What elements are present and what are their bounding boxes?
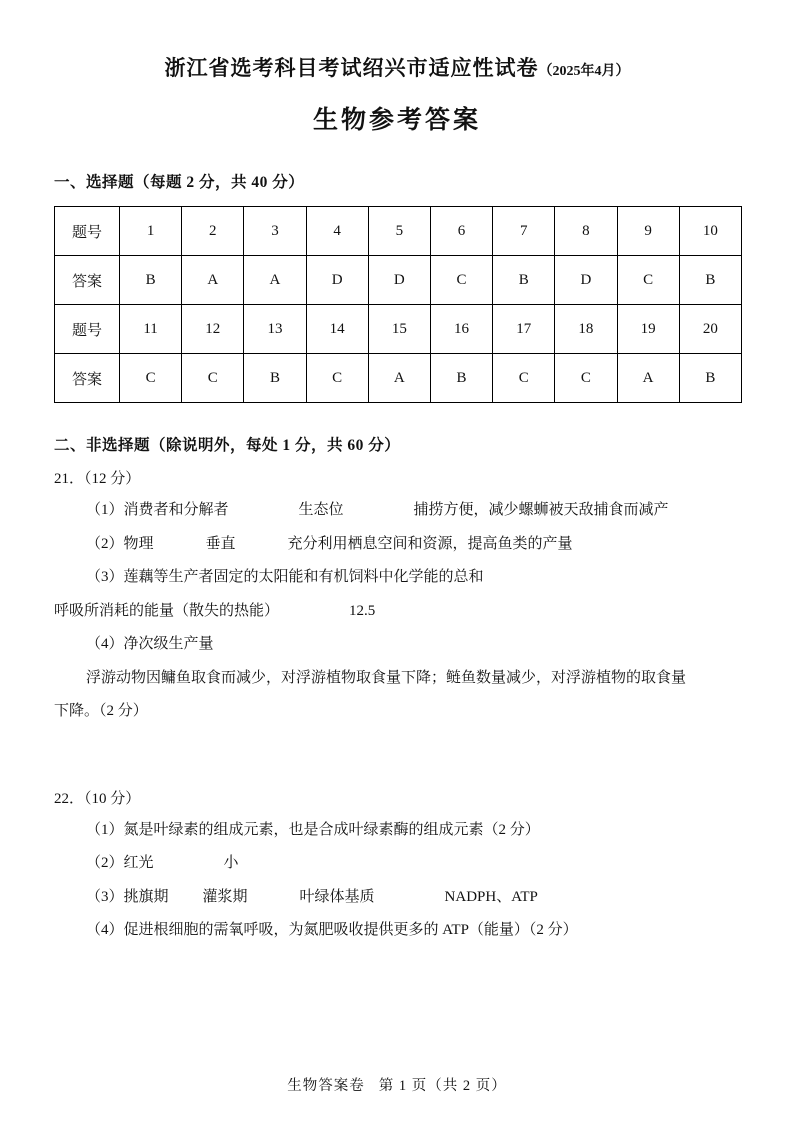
- answer-cell: C: [120, 354, 182, 403]
- question-22-item-1: （1）氮是叶绿素的组成元素，也是合成叶绿素酶的组成元素（2 分）: [86, 821, 540, 838]
- answer-key-table: [54, 206, 742, 403]
- question-number-cell: 4: [306, 207, 368, 256]
- table-row: [55, 305, 742, 354]
- question-number-cell: 6: [430, 207, 492, 256]
- answer-cell: A: [182, 256, 244, 305]
- answer-cell: C: [306, 354, 368, 403]
- row-label-question-2: 题号: [55, 305, 120, 354]
- answer-cell: B: [493, 256, 555, 305]
- answer-cell: D: [555, 256, 617, 305]
- table-row: [55, 354, 742, 403]
- answer-cell: B: [244, 354, 306, 403]
- question-number-cell: 1: [120, 207, 182, 256]
- question-21-explanation-line-2: 下降。（2 分）: [54, 703, 148, 719]
- q22-3-part-a: （3）挑旗期: [86, 888, 169, 905]
- q22-3-part-c: 叶绿体基质: [299, 888, 375, 905]
- q22-3-part-d: NADPH、ATP: [444, 888, 538, 905]
- question-number-cell: 16: [430, 305, 492, 354]
- question-22-number: 22．（10 分）: [54, 790, 141, 807]
- answer-cell: C: [182, 354, 244, 403]
- answer-cell: C: [555, 354, 617, 403]
- question-number-cell: 3: [244, 207, 306, 256]
- question-21-item-1: [86, 499, 742, 522]
- page-subtitle: 生物参考答案: [312, 107, 481, 134]
- question-number-cell: 5: [368, 207, 430, 256]
- answer-cell: B: [679, 256, 741, 305]
- answer-cell: D: [368, 256, 430, 305]
- question-number-cell: 10: [679, 207, 741, 256]
- page-title: [52, 52, 742, 82]
- question-number-cell: 2: [182, 207, 244, 256]
- q22-2-part-b: 小: [223, 855, 239, 871]
- answer-cell: C: [617, 256, 679, 305]
- question-number-cell: 13: [244, 305, 306, 354]
- row-label-answer-1: 答案: [55, 256, 120, 305]
- question-number-cell: 18: [555, 305, 617, 354]
- question-number-cell: 14: [306, 305, 368, 354]
- question-22-item-2: [86, 852, 742, 875]
- question-22-item-4: （4）促进根细胞的需氧呼吸，为氮肥吸收提供更多的 ATP（能量）（2 分）: [86, 922, 578, 938]
- table-row: [55, 256, 742, 305]
- q21-1-part-c: 捕捞方便，减少螺蛳被天敌捕食而减产: [413, 502, 669, 518]
- question-21-item-3-cont: [54, 600, 742, 623]
- row-label-question-1: 题号: [55, 207, 120, 256]
- q22-2-part-a: （2）红光: [86, 855, 154, 871]
- question-number-cell: 15: [368, 305, 430, 354]
- answer-cell: D: [306, 256, 368, 305]
- q21-3-value: 12.5: [349, 602, 376, 619]
- page-footer: [0, 1074, 794, 1095]
- q21-2-part-b: 垂直: [205, 535, 236, 552]
- section-two-heading: 二、非选择题（除说明外，每处 1 分，共 60 分）: [54, 437, 401, 454]
- question-21-item-3: （3）莲藕等生产者固定的太阳能和有机饲料中化学能的总和: [86, 569, 484, 585]
- question-21-item-2: [86, 533, 742, 556]
- table-row: [55, 207, 742, 256]
- section-one-heading: 一、选择题（每题 2 分，共 40 分）: [54, 174, 305, 191]
- question-22-item-3: [86, 886, 742, 909]
- question-number-cell: 11: [120, 305, 182, 354]
- answer-cell: A: [244, 256, 306, 305]
- question-number-cell: 9: [617, 207, 679, 256]
- answer-cell: B: [430, 354, 492, 403]
- q21-2-part-a: （2）物理: [86, 535, 154, 552]
- title-main-text: 浙江省选考科目考试绍兴市适应性试卷: [164, 56, 539, 80]
- q21-1-part-a: （1）消费者和分解者: [86, 502, 229, 518]
- answer-cell: B: [120, 256, 182, 305]
- question-number-cell: 12: [182, 305, 244, 354]
- question-21-number: 21．（12 分）: [54, 471, 141, 487]
- q21-1-part-b: 生态位: [298, 502, 344, 518]
- question-number-cell: 19: [617, 305, 679, 354]
- question-number-cell: 20: [679, 305, 741, 354]
- question-number-cell: 7: [493, 207, 555, 256]
- q21-2-part-c: 充分利用栖息空间和资源，提高鱼类的产量: [287, 535, 573, 552]
- question-21-item-4: （4）净次级生产量: [86, 636, 214, 652]
- row-label-answer-2: 答案: [55, 354, 120, 403]
- q22-3-part-b: 灌浆期: [202, 888, 248, 905]
- footer-doc-label: 生物答案卷: [287, 1078, 365, 1094]
- question-number-cell: 8: [555, 207, 617, 256]
- answer-cell: A: [368, 354, 430, 403]
- answer-cell: B: [679, 354, 741, 403]
- title-year-text: （2025年4月）: [538, 64, 630, 79]
- answer-cell: C: [493, 354, 555, 403]
- q21-3-cont-text: 呼吸所消耗的能量（散失的热能）: [54, 602, 280, 619]
- question-number-cell: 17: [493, 305, 555, 354]
- question-21-explanation-line-1: 浮游动物因鳙鱼取食而减少，对浮游植物取食量下降；鲢鱼数量减少，对浮游植物的取食量: [86, 669, 687, 686]
- answer-cell: C: [430, 256, 492, 305]
- footer-page-number: 第 1 页（共 2 页）: [378, 1078, 507, 1094]
- answer-cell: A: [617, 354, 679, 403]
